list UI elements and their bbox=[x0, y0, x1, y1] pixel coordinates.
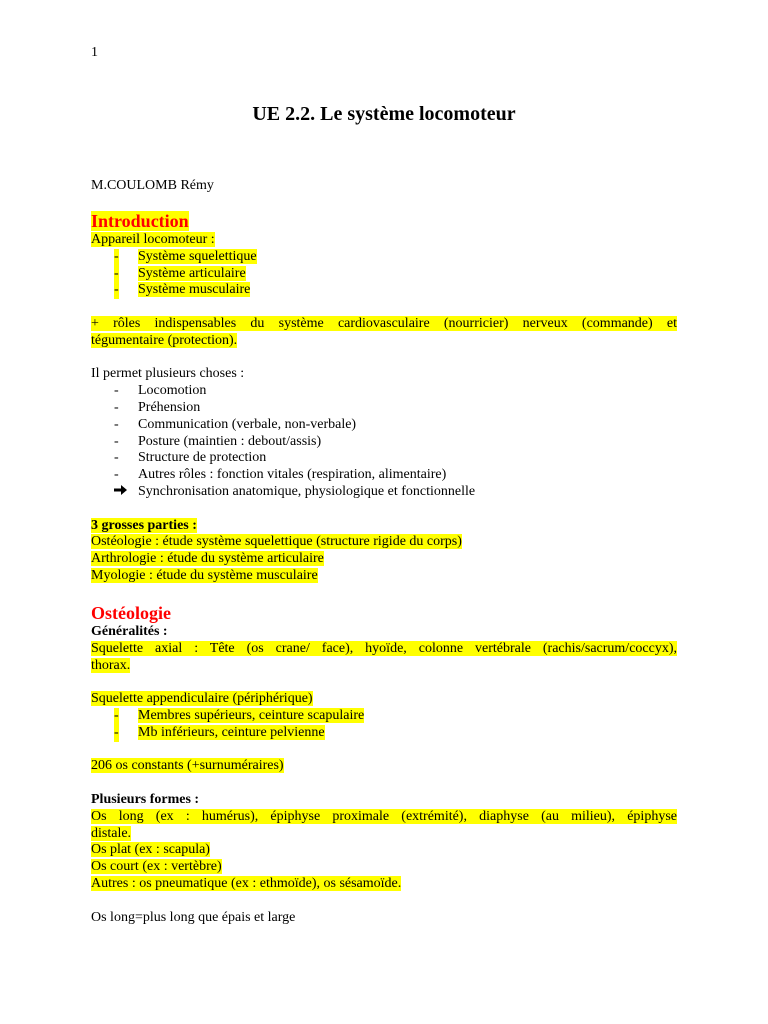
osteo-content bbox=[91, 624, 677, 926]
roles-line-2: tégumentaire (protection). bbox=[91, 332, 238, 348]
list-item: - Locomotion bbox=[114, 383, 207, 399]
list-item: - Posture (maintien : debout/assis) bbox=[114, 433, 322, 449]
os-court: Os court (ex : vertèbre) bbox=[91, 859, 222, 875]
document-title: UE 2.2. Le système locomoteur bbox=[252, 103, 516, 125]
osteo-section bbox=[91, 602, 677, 624]
list-item: - Membres supérieurs, ceinture scapulaire bbox=[114, 707, 365, 723]
list-item: - Mb inférieurs, ceinture pelvienne bbox=[114, 724, 325, 740]
list-item: - Système musculaire bbox=[114, 282, 251, 298]
formes-heading: Plusieurs formes : bbox=[91, 791, 200, 807]
section-heading-osteologie: Ostéologie bbox=[91, 603, 171, 623]
permet-label: Il permet plusieurs choses : bbox=[91, 366, 245, 382]
appendiculaire-label: Squelette appendiculaire (périphérique) bbox=[91, 691, 313, 707]
list-item: - Système articulaire bbox=[114, 265, 246, 281]
page-number: 1 bbox=[91, 45, 98, 60]
roles-line-1: + rôles indispensables du système cardiovasculaire (nourricier) nerveux (commande) et bbox=[91, 315, 677, 331]
appareil-label: Appareil locomoteur : bbox=[91, 232, 215, 247]
os-long-definition: Os long=plus long que épais et large bbox=[91, 909, 296, 925]
generalites-heading: Généralités : bbox=[91, 624, 168, 639]
right-arrow-icon bbox=[114, 484, 128, 501]
partie-myologie: Myologie : étude du système musculaire bbox=[91, 567, 318, 583]
os-long-line-1: Os long (ex : humérus), épiphyse proximale (extrémité), diaphyse (au milieu), épiphyse bbox=[91, 808, 677, 824]
axial-line-2: thorax. bbox=[91, 657, 131, 673]
list-item: - Autres rôles : fonction vitales (respiration, alimentaire) bbox=[114, 467, 447, 483]
os-count: 206 os constants (+surnuméraires) bbox=[91, 758, 284, 774]
partie-osteologie: Ostéologie : étude système squelettique (structure rigide du corps) bbox=[91, 534, 462, 550]
intro-section bbox=[91, 210, 677, 232]
os-autres: Autres : os pneumatique (ex : ethmoïde), os sésamoïde. bbox=[91, 875, 402, 891]
parties-heading: 3 grosses parties : bbox=[91, 517, 197, 533]
list-item: - Système squelettique bbox=[114, 248, 257, 264]
list-item: - Communication (verbale, non-verbale) bbox=[114, 416, 357, 432]
os-plat: Os plat (ex : scapula) bbox=[91, 842, 210, 858]
author: M.COULOMB Rémy bbox=[91, 178, 214, 193]
os-long-line-2: distale. bbox=[91, 825, 132, 841]
list-item: - Préhension bbox=[114, 399, 201, 415]
list-item-arrow: Synchronisation anatomique, physiologique et fonctionnelle bbox=[91, 484, 677, 501]
section-heading-introduction: Introduction bbox=[91, 211, 189, 231]
axial-line-1: Squelette axial : Tête (os crane/ face), hyoïde, colonne vertébrale (rachis/sacrum/coccyx), bbox=[91, 640, 677, 656]
intro-content bbox=[91, 232, 677, 585]
partie-arthrologie: Arthrologie : étude du système articulaire bbox=[91, 551, 324, 567]
list-item: - Structure de protection bbox=[114, 450, 267, 466]
